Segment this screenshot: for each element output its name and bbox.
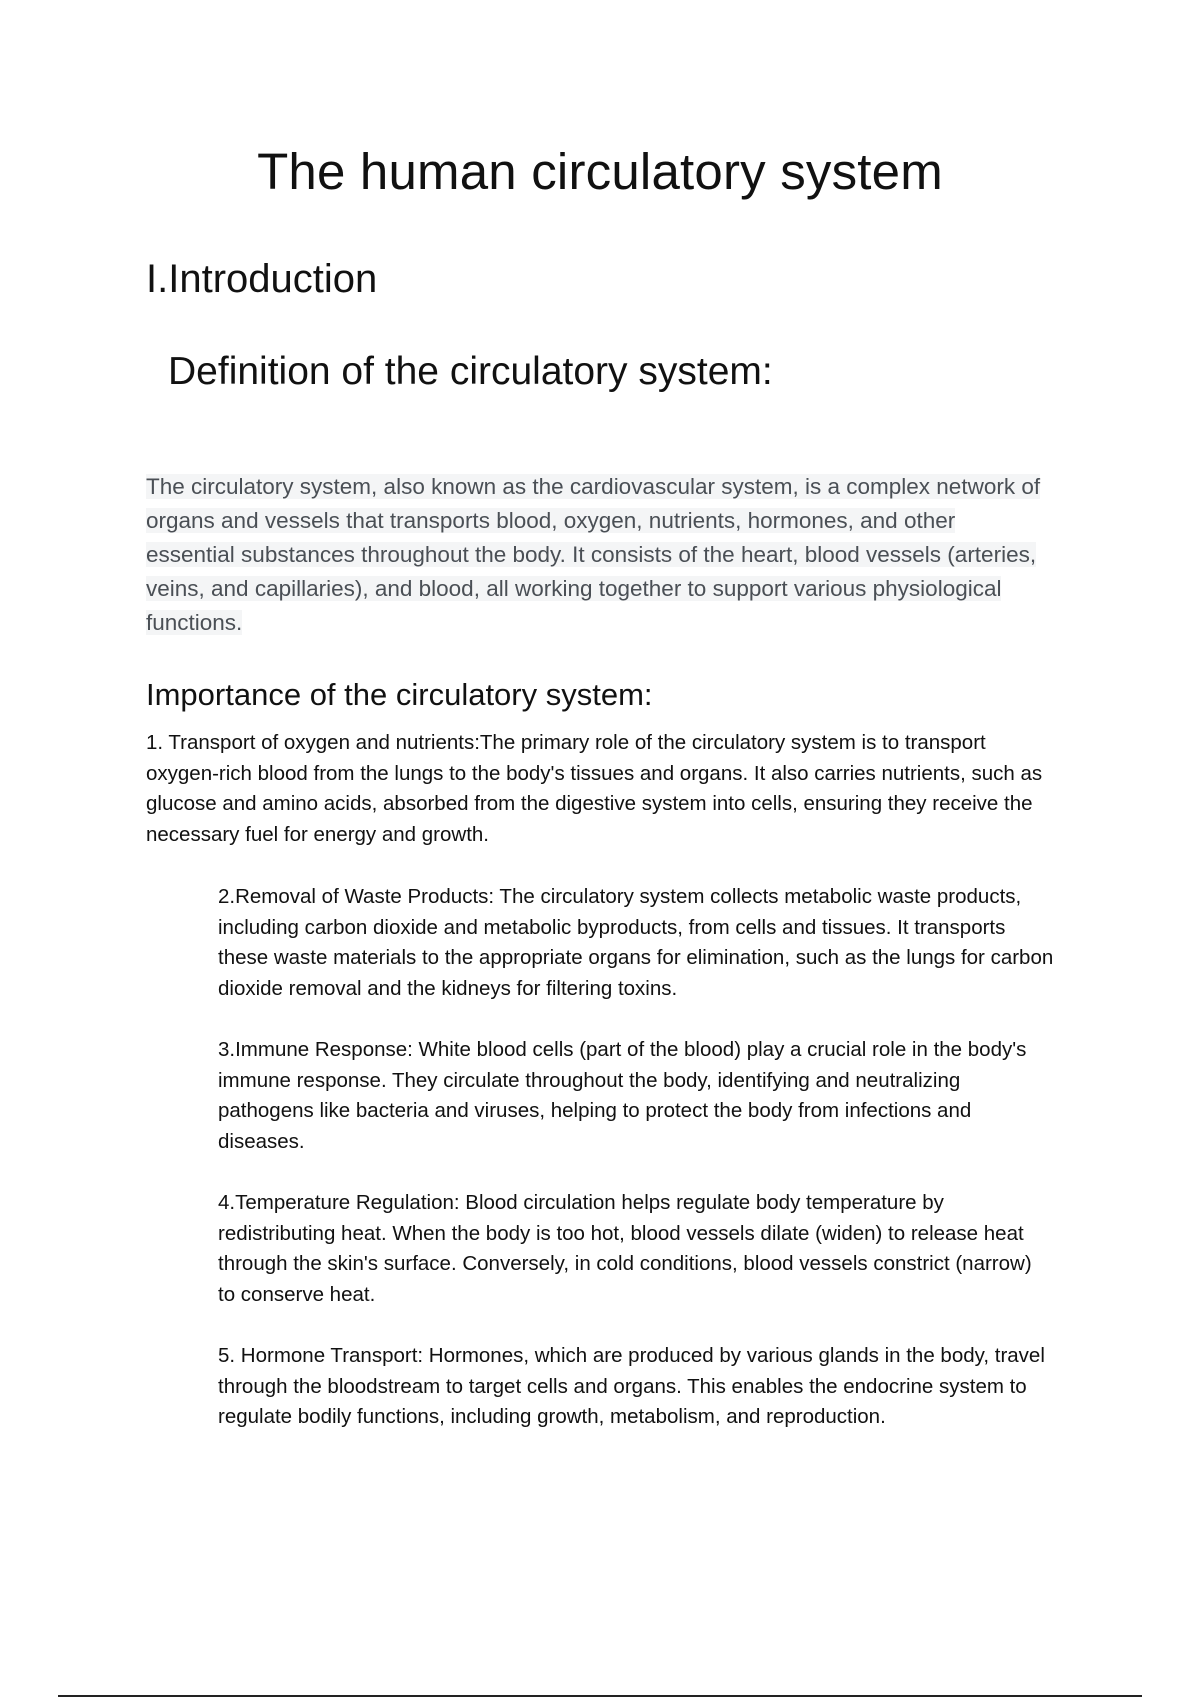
section-heading-introduction: I.Introduction — [146, 257, 378, 301]
importance-heading: Importance of the circulatory system: — [146, 677, 653, 712]
page-title: The human circulatory system — [257, 143, 943, 200]
importance-item-temperature-regulation: 4.Temperature Regulation: Blood circulation helps regulate body temperature by redistributing heat. When the body is too hot, blood vessels dilate (widen) to release heat through the skin's surface. Conversely, in cold conditions, blood vessels constrict (narrow) to conserve heat. — [218, 1191, 1032, 1306]
definition-text: The circulatory system, also known as the cardiovascular system, is a complex network of organs and vessels that transports blood, oxygen, nutrients, hormones, and other essential substances throughout the body. It consists of the heart, blood vessels (arteries, veins, and capillaries), and blood, all working together to support various physiological functions. — [146, 474, 1041, 635]
definition-paragraph — [146, 470, 1046, 640]
importance-item-hormone-transport: 5. Hormone Transport: Hormones, which are produced by various glands in the body, travel through the bloodstream to target cells and organs. This enables the endocrine system to regulate bodily functions, including growth, metabolism, and reproduction. — [218, 1344, 1045, 1428]
importance-item-oxygen-transport: 1. Transport of oxygen and nutrients:The primary role of the circulatory system is to transport oxygen-rich blood from the lungs to the body's tissues and organs. It also carries nutrients, such as glucose and amino acids, absorbed from the digestive system into cells, ensuring they receive the necessary fuel for energy and growth. — [146, 731, 1043, 846]
definition-heading: Definition of the circulatory system: — [168, 350, 773, 393]
importance-item-waste-removal: 2.Removal of Waste Products: The circulatory system collects metabolic waste products, including carbon dioxide and metabolic byproducts, from cells and tissues. It transports these waste materials to the appropriate organs for elimination, such as the lungs for carbon dioxide removal and the kidneys for filtering toxins. — [218, 885, 1054, 1000]
page-bottom-rule — [58, 1695, 1142, 1697]
importance-item-immune-response: 3.Immune Response: White blood cells (part of the blood) play a crucial role in the body's immune response. They circulate throughout the body, identifying and neutralizing pathogens like bacteria and viruses, helping to protect the body from infections and diseases. — [218, 1038, 1027, 1153]
